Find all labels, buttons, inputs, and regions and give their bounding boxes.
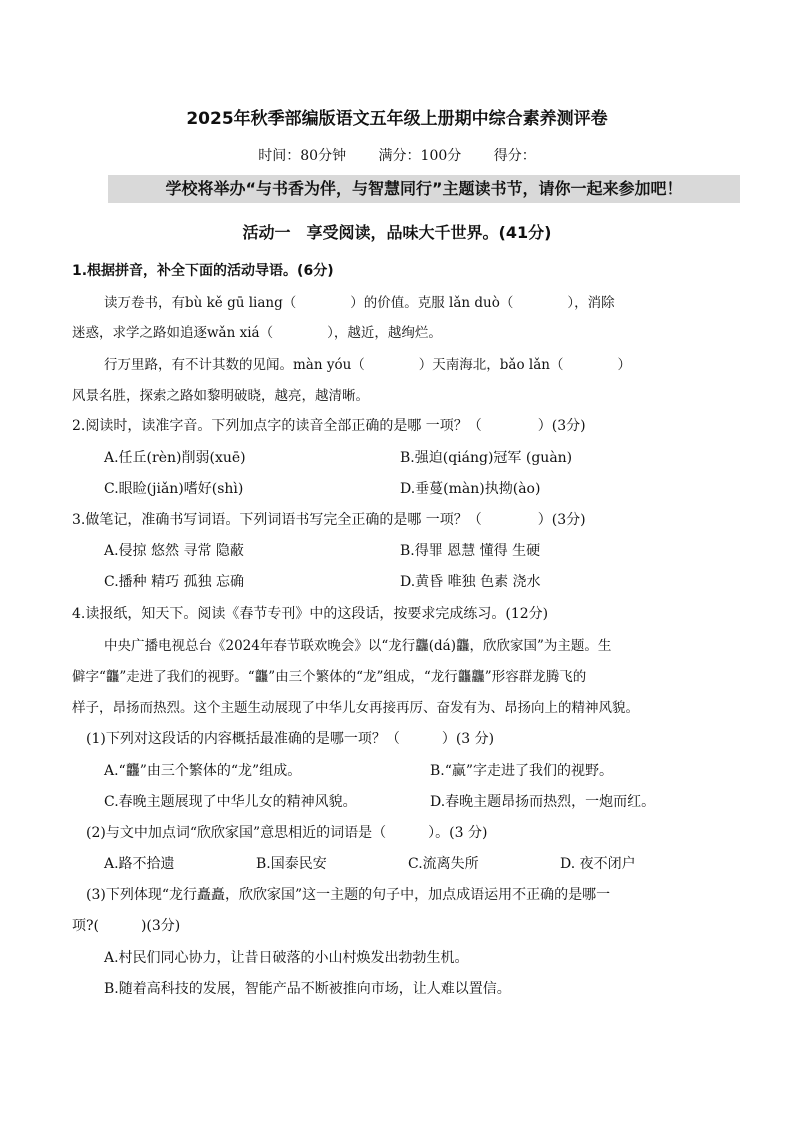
q2-option-c: C.眼睑(jiǎn)嗜好(shì) bbox=[104, 481, 244, 497]
q4-1-option-b: B.“赢”字走进了我们的视野。 bbox=[430, 763, 614, 779]
q4-1-heading: (1)下列对这段话的内容概括最准确的是哪一项？（ ）(3 分) bbox=[86, 731, 495, 747]
score-field: 得分： bbox=[493, 148, 536, 164]
q1-line-3: 行万里路，有不计其数的见闻。màn yóu（ ）天南海北，bǎo lǎn（ ） bbox=[104, 357, 631, 373]
q3-option-c: C.播种 精巧 孤独 忘确 bbox=[104, 574, 245, 590]
q4-3-option-a: A.村民们同心协力，让昔日破落的小山村焕发出勃勃生机。 bbox=[104, 950, 469, 966]
q3-heading: 3.做笔记，准确书写词语。下列词语书写完全正确的是哪 一项？（ ）(3分) bbox=[72, 512, 586, 528]
q4-2-heading: (2)与文中加点词“欣欣家国”意思相近的词语是（ ）。(3 分) bbox=[86, 825, 488, 841]
q4-1-option-d: D.春晚主题昂扬而热烈，一炮而红。 bbox=[430, 794, 656, 810]
q4-passage-line-2: 僻字“龘”走进了我们的视野。“龘”由三个繁体的“龙”组成，“龙行龘龘”形容群龙腾飞的 bbox=[72, 669, 587, 685]
time-limit: 时间：80分钟 bbox=[258, 148, 347, 164]
q3-option-a: A.侵掠 悠然 寻常 隐蔽 bbox=[104, 543, 244, 559]
exam-meta bbox=[0, 145, 794, 165]
q2-option-b: B.强迫(qiáng)冠军 (guàn) bbox=[400, 450, 573, 466]
q4-2-option-c: C.流离失所 bbox=[408, 856, 479, 872]
q4-heading: 4.读报纸，知天下。阅读《春节专刊》中的这段话，按要求完成练习。(12分) bbox=[72, 606, 549, 622]
q3-option-b: B.得罪 恩慧 懂得 生硬 bbox=[400, 543, 541, 559]
q4-passage-line-1: 中央广播电视总台《2024年春节联欢晚会》以“龙行龘(dá)龘，欣欣家国”为主题。生 bbox=[104, 638, 612, 654]
q4-passage-line-3: 样子，昂扬而热烈。这个主题生动展现了中华儿女再接再厉、奋发有为、昂扬向上的精神风貌。 bbox=[72, 700, 639, 716]
q4-2-option-d: D. 夜不闭户 bbox=[560, 856, 636, 872]
q1-heading: 1.根据拼音，补全下面的活动导语。(6分) bbox=[72, 263, 334, 279]
q4-2-option-b: B.国泰民安 bbox=[256, 856, 327, 872]
exam-title: 2025年秋季部编版语文五年级上册期中综合素养测评卷 bbox=[186, 109, 608, 129]
q3-option-d: D.黄昏 唯独 色素 浇水 bbox=[400, 574, 541, 590]
q4-3-heading-line-1: (3)下列体现“龙行矗矗，欣欣家国”这一主题的句子中，加点成语运用不正确的是哪一 bbox=[86, 887, 611, 903]
q2-option-a: A.任丘(rèn)削弱(xuē) bbox=[104, 450, 246, 466]
theme-banner: 学校将举办“与书香为伴，与智慧同行”主题读书节，请你一起来参加吧！ bbox=[108, 175, 740, 203]
q4-3-option-b: B.随着高科技的发展，智能产品不断被推向市场，让人难以置信。 bbox=[104, 981, 511, 997]
q1-line-1: 读万卷书，有bù kě gū liang（ ）的价值。克服 lǎn duò（ ），消除 bbox=[104, 295, 615, 311]
q2-heading: 2.阅读时，读准字音。下列加点字的读音全部正确的是哪 一项？（ ）(3分) bbox=[72, 418, 586, 434]
q2-option-d: D.垂蔓(màn)执拗(ào) bbox=[400, 481, 541, 497]
q1-line-2: 迷惑，求学之路如追逐wǎn xiá（ ），越近，越绚烂。 bbox=[72, 325, 442, 341]
q4-1-option-c: C.春晚主题展现了中华儿女的精神风貌。 bbox=[104, 794, 357, 810]
q4-1-option-a: A.“龘”由三个繁体的“龙”组成。 bbox=[104, 763, 302, 779]
q1-line-4: 风景名胜，探索之路如黎明破晓，越亮，越清晰。 bbox=[72, 388, 369, 404]
q4-2-option-a: A.路不拾遗 bbox=[104, 856, 175, 872]
activity-one-heading: 活动一 享受阅读，品味大千世界。(41分) bbox=[242, 223, 552, 242]
q4-3-heading-line-2: 项?( )(3分) bbox=[72, 918, 181, 934]
full-score: 满分：100分 bbox=[378, 148, 462, 164]
